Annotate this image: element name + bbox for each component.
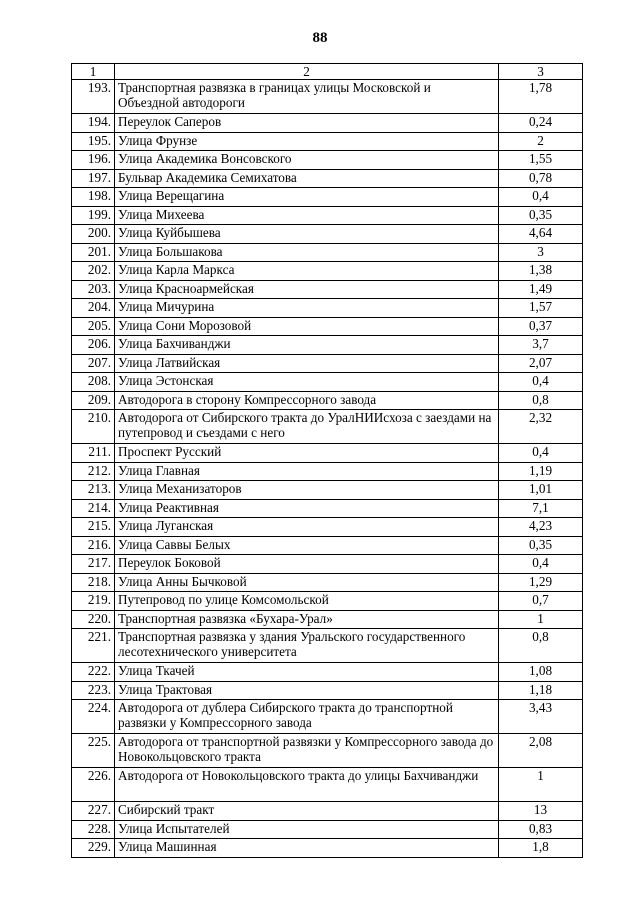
row-number: 201. xyxy=(72,243,115,262)
row-number: 221. xyxy=(72,629,115,663)
road-name: Автодорога от транспортной развязки у Компрессорного завода до Новокольцовского тракта xyxy=(115,734,499,768)
road-name: Автодорога от Новокольцовского тракта до улицы Бахчиванджи xyxy=(115,768,499,802)
road-length: 1 xyxy=(499,610,583,629)
table-header-row xyxy=(72,64,583,80)
road-length: 0,4 xyxy=(499,188,583,207)
road-length: 2,32 xyxy=(499,410,583,444)
column-header-1: 1 xyxy=(72,64,115,80)
road-length: 1 xyxy=(499,768,583,802)
table-row xyxy=(72,555,583,574)
row-number: 206. xyxy=(72,336,115,355)
road-length: 3,43 xyxy=(499,700,583,734)
road-name: Автодорога от дублера Сибирского тракта до транспортной развязки у Компрессорного завода xyxy=(115,700,499,734)
road-name: Улица Эстонская xyxy=(115,373,499,392)
table-row xyxy=(72,610,583,629)
road-length: 1,19 xyxy=(499,462,583,481)
road-name: Автодорога в сторону Компрессорного завода xyxy=(115,391,499,410)
road-name: Улица Анны Бычковой xyxy=(115,573,499,592)
row-number: 227. xyxy=(72,802,115,821)
table-row xyxy=(72,132,583,151)
table-body xyxy=(72,80,583,858)
table-row xyxy=(72,820,583,839)
road-name: Улица Карла Маркса xyxy=(115,262,499,281)
road-name: Транспортная развязка у здания Уральского государственного лесотехнического университета xyxy=(115,629,499,663)
road-length: 1,8 xyxy=(499,839,583,858)
row-number: 195. xyxy=(72,132,115,151)
table-row xyxy=(72,768,583,802)
road-name: Улица Трактовая xyxy=(115,681,499,700)
road-length: 0,37 xyxy=(499,317,583,336)
row-number: 200. xyxy=(72,225,115,244)
road-length: 3 xyxy=(499,243,583,262)
row-number: 211. xyxy=(72,444,115,463)
table-row xyxy=(72,206,583,225)
road-length: 0,83 xyxy=(499,820,583,839)
table-row xyxy=(72,188,583,207)
row-number: 204. xyxy=(72,299,115,318)
road-name: Транспортная развязка в границах улицы Московской и Объездной автодороги xyxy=(115,80,499,114)
road-name: Улица Луганская xyxy=(115,518,499,537)
road-name: Улица Красноармейская xyxy=(115,280,499,299)
road-length: 1,55 xyxy=(499,151,583,170)
table-row xyxy=(72,802,583,821)
road-length: 1,38 xyxy=(499,262,583,281)
table-row xyxy=(72,80,583,114)
road-length: 0,4 xyxy=(499,555,583,574)
road-name: Улица Главная xyxy=(115,462,499,481)
table-row xyxy=(72,518,583,537)
table-row xyxy=(72,391,583,410)
table-row xyxy=(72,499,583,518)
row-number: 193. xyxy=(72,80,115,114)
road-name: Сибирский тракт xyxy=(115,802,499,821)
row-number: 208. xyxy=(72,373,115,392)
road-name: Улица Испытателей xyxy=(115,820,499,839)
road-name: Улица Бахчиванджи xyxy=(115,336,499,355)
road-length: 2,08 xyxy=(499,734,583,768)
road-length: 4,64 xyxy=(499,225,583,244)
table-row xyxy=(72,299,583,318)
road-name: Улица Куйбышева xyxy=(115,225,499,244)
road-name: Улица Верещагина xyxy=(115,188,499,207)
road-length: 0,4 xyxy=(499,444,583,463)
table-row xyxy=(72,444,583,463)
table-row xyxy=(72,280,583,299)
table-row xyxy=(72,536,583,555)
table-row xyxy=(72,462,583,481)
table-row xyxy=(72,225,583,244)
road-length: 0,8 xyxy=(499,629,583,663)
table-row xyxy=(72,700,583,734)
road-name: Улица Латвийская xyxy=(115,354,499,373)
row-number: 219. xyxy=(72,592,115,611)
road-length: 1,78 xyxy=(499,80,583,114)
road-length: 1,49 xyxy=(499,280,583,299)
row-number: 202. xyxy=(72,262,115,281)
table-row xyxy=(72,839,583,858)
row-number: 196. xyxy=(72,151,115,170)
column-header-3: 3 xyxy=(499,64,583,80)
road-name: Проспект Русский xyxy=(115,444,499,463)
road-name: Улица Фрунзе xyxy=(115,132,499,151)
row-number: 215. xyxy=(72,518,115,537)
row-number: 210. xyxy=(72,410,115,444)
row-number: 216. xyxy=(72,536,115,555)
row-number: 207. xyxy=(72,354,115,373)
column-header-2: 2 xyxy=(115,64,499,80)
road-length: 1,08 xyxy=(499,663,583,682)
table-row xyxy=(72,481,583,500)
road-length: 0,24 xyxy=(499,114,583,133)
row-number: 205. xyxy=(72,317,115,336)
row-number: 197. xyxy=(72,169,115,188)
road-name: Улица Ткачей xyxy=(115,663,499,682)
table-row xyxy=(72,354,583,373)
row-number: 224. xyxy=(72,700,115,734)
road-name: Улица Большакова xyxy=(115,243,499,262)
row-number: 213. xyxy=(72,481,115,500)
row-number: 222. xyxy=(72,663,115,682)
road-length: 2 xyxy=(499,132,583,151)
road-length: 1,57 xyxy=(499,299,583,318)
road-length: 0,7 xyxy=(499,592,583,611)
road-length: 13 xyxy=(499,802,583,821)
table-row xyxy=(72,336,583,355)
row-number: 220. xyxy=(72,610,115,629)
road-name: Улица Мичурина xyxy=(115,299,499,318)
row-number: 225. xyxy=(72,734,115,768)
table-row xyxy=(72,663,583,682)
road-table xyxy=(71,63,583,858)
row-number: 194. xyxy=(72,114,115,133)
road-name: Транспортная развязка «Бухара-Урал» xyxy=(115,610,499,629)
road-length: 4,23 xyxy=(499,518,583,537)
road-name: Улица Реактивная xyxy=(115,499,499,518)
row-number: 209. xyxy=(72,391,115,410)
road-name: Бульвар Академика Семихатова xyxy=(115,169,499,188)
table-row xyxy=(72,262,583,281)
row-number: 226. xyxy=(72,768,115,802)
table-row xyxy=(72,734,583,768)
road-name: Улица Машинная xyxy=(115,839,499,858)
row-number: 198. xyxy=(72,188,115,207)
road-name: Автодорога от Сибирского тракта до УралНИИсхоза с заездами на путепровод и съездами с него xyxy=(115,410,499,444)
road-length: 0,78 xyxy=(499,169,583,188)
road-name: Улица Сони Морозовой xyxy=(115,317,499,336)
page-number: 88 xyxy=(312,30,328,46)
row-number: 217. xyxy=(72,555,115,574)
road-name: Улица Саввы Белых xyxy=(115,536,499,555)
row-number: 203. xyxy=(72,280,115,299)
table-row xyxy=(72,114,583,133)
road-name: Переулок Саперов xyxy=(115,114,499,133)
table-row xyxy=(72,317,583,336)
row-number: 228. xyxy=(72,820,115,839)
road-name: Переулок Боковой xyxy=(115,555,499,574)
road-length: 0,4 xyxy=(499,373,583,392)
row-number: 214. xyxy=(72,499,115,518)
table-row xyxy=(72,629,583,663)
road-length: 7,1 xyxy=(499,499,583,518)
road-name: Улица Механизаторов xyxy=(115,481,499,500)
row-number: 212. xyxy=(72,462,115,481)
table-row xyxy=(72,243,583,262)
road-length: 0,8 xyxy=(499,391,583,410)
row-number: 223. xyxy=(72,681,115,700)
road-length: 0,35 xyxy=(499,536,583,555)
road-length: 1,18 xyxy=(499,681,583,700)
road-length: 1,01 xyxy=(499,481,583,500)
row-number: 199. xyxy=(72,206,115,225)
row-number: 229. xyxy=(72,839,115,858)
row-number: 218. xyxy=(72,573,115,592)
table-row xyxy=(72,592,583,611)
table-row xyxy=(72,151,583,170)
table-row xyxy=(72,373,583,392)
road-name: Путепровод по улице Комсомольской xyxy=(115,592,499,611)
road-length: 3,7 xyxy=(499,336,583,355)
table-row xyxy=(72,169,583,188)
road-length: 2,07 xyxy=(499,354,583,373)
table-row xyxy=(72,573,583,592)
road-length: 0,35 xyxy=(499,206,583,225)
table-row xyxy=(72,681,583,700)
table-row xyxy=(72,410,583,444)
road-length: 1,29 xyxy=(499,573,583,592)
road-name: Улица Академика Вонсовского xyxy=(115,151,499,170)
road-name: Улица Михеева xyxy=(115,206,499,225)
